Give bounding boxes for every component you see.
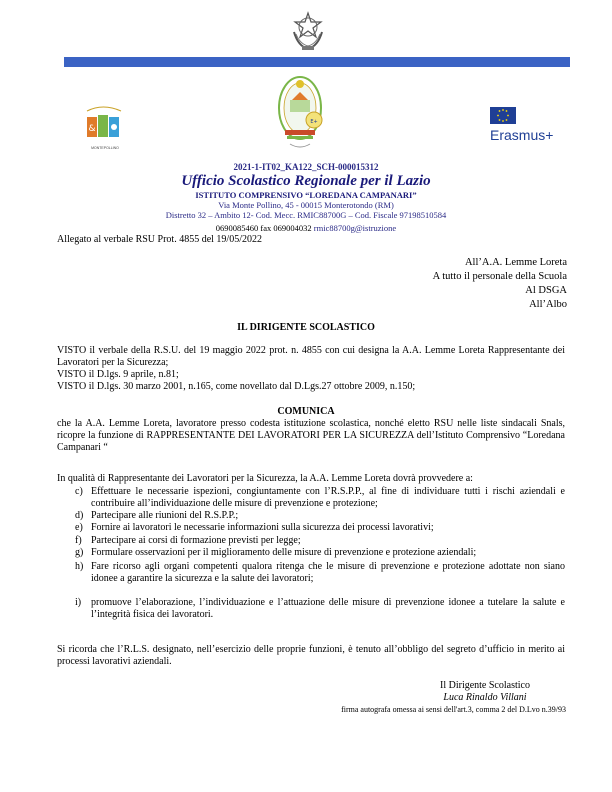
document-heading: IL DIRIGENTE SCOLASTICO bbox=[237, 322, 375, 333]
list-item-letter: g) bbox=[75, 547, 84, 558]
signature-note: firma autografa omessa ai sensi dell'art.3, comma 2 del D.Lvo n.39/93 bbox=[341, 705, 566, 714]
list-item-letter: i) bbox=[75, 597, 82, 608]
recipient-line: Al DSGA bbox=[525, 285, 567, 296]
list-item bbox=[75, 486, 565, 509]
list-item-text: Effettuare le necessarie ispezioni, congiuntamente con l’R.S.P.P., al fine di individuare tutti i rischi aziendali e contribuire all’individuazione delle misure di prevenzione e protezione; bbox=[91, 486, 565, 509]
list-item-letter: h) bbox=[75, 561, 84, 572]
list-item-letter: c) bbox=[75, 486, 83, 497]
office-title: Ufficio Scolastico Regionale per il Lazio bbox=[181, 173, 431, 189]
list-item bbox=[75, 597, 565, 620]
list-item-letter: e) bbox=[75, 522, 83, 533]
erasmus-school-seal-icon bbox=[272, 70, 332, 160]
visto-line: VISTO il D.lgs. 30 marzo 2001, n.165, come novellato dal D.Lgs.27 ottobre 2009, n.150; bbox=[57, 381, 416, 392]
school-name: ISTITUTO COMPRENSIVO “LOREDANA CAMPANARI” bbox=[195, 190, 417, 200]
list-item bbox=[75, 547, 565, 559]
list-item bbox=[75, 522, 565, 534]
list-item-letter: d) bbox=[75, 510, 84, 521]
header-blue-bar bbox=[64, 57, 570, 67]
duties-intro: In qualità di Rappresentante dei Lavoratori per la Sicurezza, la A.A. Lemme Loreta dovrà provvedere a: bbox=[57, 473, 473, 484]
eu-flag-icon bbox=[490, 107, 516, 124]
comunica-heading: COMUNICA bbox=[277, 406, 335, 417]
list-item-text: Fornire ai lavoratori le necessarie informazioni sulla sicurezza dei processi lavorativi; bbox=[91, 522, 434, 533]
closing-paragraph: Si ricorda che l’R.L.S. designato, nell’esercizio delle proprie funzioni, è tenuto all’obbligo del segreto d’ufficio in merito ai processi lavorativi aziendali. bbox=[57, 644, 565, 667]
list-item-text: Formulare osservazioni per il miglioramento delle misure di prevenzione e protezione aziendali; bbox=[91, 547, 477, 558]
visto-line: VISTO il verbale della R.S.U. del 19 maggio 2022 prot. n. 4855 con cui designa la A.A. Lemme Loreta Rappresentante dei Lavoratori per la Sicurezza; bbox=[57, 345, 565, 368]
list-item bbox=[75, 535, 565, 547]
recipient-line: All’Albo bbox=[529, 299, 567, 310]
list-item bbox=[75, 510, 565, 522]
list-item bbox=[75, 561, 565, 584]
list-item-text: Partecipare alle riunioni del R.S.P.P.; bbox=[91, 510, 239, 521]
school-address: Via Monte Pollino, 45 - 00015 Monterotondo (RM) bbox=[218, 200, 394, 210]
list-item-text: Fare ricorso agli organi competenti qualora ritenga che le misure di prevenzione e protezione adottate non siano idonee a garantire la sicurezza e la salute dei lavoratori; bbox=[91, 561, 565, 584]
signature-name: Luca Rinaldo Villani bbox=[443, 692, 527, 703]
school-contact bbox=[0, 223, 612, 233]
svg-text:&: & bbox=[88, 124, 96, 134]
allegato-line: Allegato al verbale RSU Prot. 4855 del 19/05/2022 bbox=[57, 234, 262, 245]
phone-fax: 0690085460 fax 069004032 bbox=[215, 223, 312, 233]
list-item-text: Partecipare ai corsi di formazione previsti per legge; bbox=[91, 535, 301, 546]
project-code: 2021-1-IT02_KA122_SCH-000015312 bbox=[233, 162, 379, 172]
school-logo-caption: MONTEPOLLINO bbox=[91, 146, 119, 150]
list-item-text: promuove l’elaborazione, l’individuazione e l’attuazione delle misure di prevenzione idonee a tutelare la salute e l’integrità fisica dei lavoratori. bbox=[91, 597, 565, 620]
recipients-block bbox=[433, 256, 567, 312]
italian-republic-emblem-icon bbox=[290, 10, 326, 52]
visto-line: VISTO il D.lgs. 9 aprile, n.81; bbox=[57, 369, 179, 380]
school-district-codes: Distretto 32 – Ambito 12- Cod. Mecc. RMIC88700G – Cod. Fiscale 97198510584 bbox=[165, 210, 447, 220]
school-logo-icon bbox=[83, 103, 125, 149]
erasmus-label: Erasmus+ bbox=[490, 127, 554, 143]
list-item-letter: f) bbox=[75, 535, 82, 546]
email-link[interactable]: rmic88700g@istruzione bbox=[313, 223, 397, 233]
signature-title: Il Dirigente Scolastico bbox=[440, 680, 530, 691]
svg-text:E+: E+ bbox=[310, 119, 318, 125]
visti-block bbox=[57, 345, 565, 393]
recipient-line: A tutto il personale della Scuola bbox=[432, 271, 567, 282]
recipient-line: All’A.A. Lemme Loreta bbox=[464, 257, 567, 268]
comunica-body: che la A.A. Lemme Loreta, lavoratore presso codesta istituzione scolastica, nonché eletto RSU nelle liste sindacali Snals, ricopre la funzione di RAPPRESENTANTE DEI LAVORATORI PER LA SICUREZZA dell’Istituto Comprensivo “Loredana Campanari “ bbox=[57, 418, 565, 453]
